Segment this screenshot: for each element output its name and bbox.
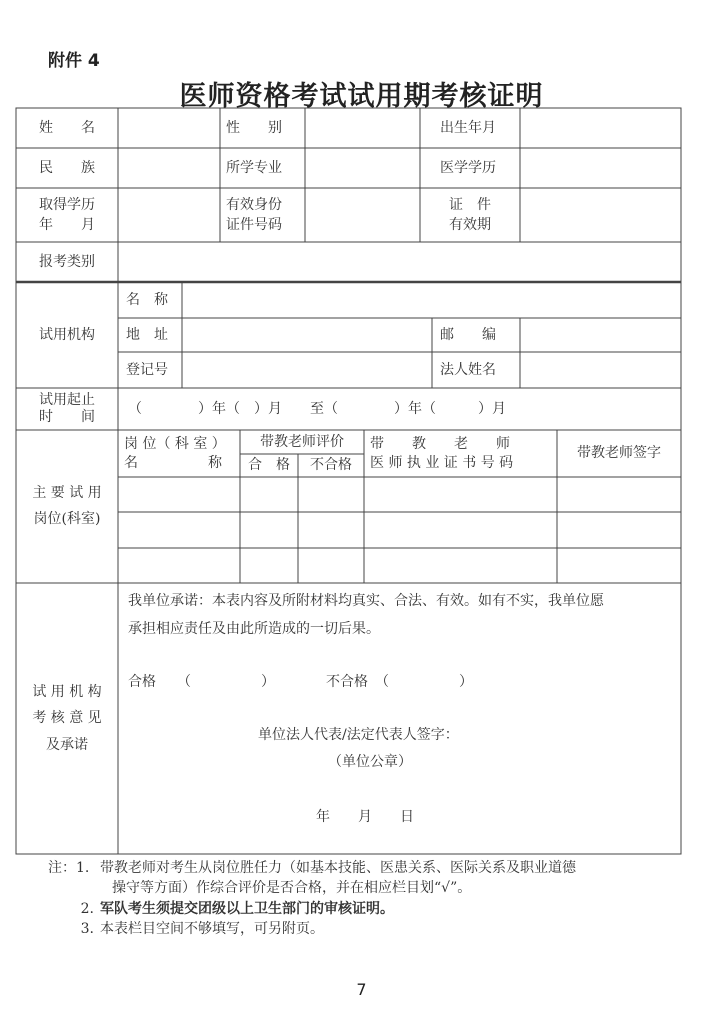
institution-address-label: 地 址 [126,326,168,343]
postcode-label: 邮 编 [440,326,496,343]
period-label-line1: 试用起止 [39,391,95,408]
commitment-line2: 承担相应责任及由此所造成的一切后果。 [128,620,380,637]
cert-header-line2: 医 师 执 业 证 书 号 码 [370,454,514,471]
note-2-text: 军队考生须提交团级以上卫生部门的审核证明。 [100,900,394,917]
id-field[interactable] [305,188,420,242]
gender-label: 性 别 [226,119,282,136]
exam-category-field[interactable] [118,242,681,282]
birth-label: 出生年月 [440,119,496,136]
major-label: 所学专业 [226,159,282,176]
post-header [124,430,240,477]
legal-person-field[interactable] [520,352,681,388]
note-3-num: 3. [80,920,94,937]
position-row-1[interactable] [118,477,681,512]
post-header-line1: 岗 位（ 科 室 ） [124,436,226,453]
id-valid-label-line1: 证 件 [449,196,491,213]
note-1-num: 注：1. [48,860,90,876]
note-1-cont [48,878,688,898]
note-2-num: 2. [80,900,94,917]
degree-field[interactable] [520,148,681,188]
id-label-line1: 有效身份 [226,196,282,213]
sign-header: 带教老师签字 [577,445,661,462]
pass-header: 合 格 [248,457,290,474]
period-label [16,388,118,430]
position-row-3[interactable] [118,548,681,583]
period-label-line2: 时 间 [39,409,95,425]
exam-category-label: 报考类别 [39,253,95,270]
opinion-section-label-line2: 考 核 意 见 [32,710,102,727]
eval-header: 带教老师评价 [260,433,344,450]
major-field[interactable] [305,148,420,188]
id-valid-label [420,188,520,242]
positions-section-label-line2: 岗位(科室) [33,510,101,527]
opinion-section-label [16,583,118,854]
reg-no-field[interactable] [182,352,432,388]
positions-section-label [16,430,118,583]
signature-label: 单位法人代表/法定代表人签字： [258,726,459,743]
post-header-line2: 名 称 [124,454,222,471]
institution-section-label: 试用机构 [39,326,95,343]
note-1-text-a: 带教老师对考生从岗位胜任力（如基本技能、医患关系、医际关系及职业道德 [100,860,576,876]
id-label [226,188,305,242]
note-1 [48,858,688,878]
positions-section-label-line1: 主 要 试 用 [32,485,102,502]
legal-person-label: 法人姓名 [440,361,496,378]
ethnicity-label: 民 族 [39,159,95,176]
ethnicity-field[interactable] [118,148,220,188]
page-number: 7 [356,980,367,999]
postcode-field[interactable] [520,318,681,352]
edu-date-field[interactable] [118,188,220,242]
note-3 [48,919,688,939]
date-field[interactable]: 年 月 日 [316,808,414,825]
position-row-2[interactable] [118,512,681,548]
name-label: 姓 名 [39,119,95,136]
institution-name-label: 名 称 [126,291,168,308]
edu-date-label-line1: 取得学历 [39,196,95,213]
birth-field[interactable] [520,108,681,148]
fail-header: 不合格 [310,457,352,474]
seal-label: （单位公章） [328,753,412,770]
opinion-section-label-line1: 试 用 机 构 [32,683,102,700]
edu-date-label [16,188,118,242]
opinion-pass-field[interactable]: 合格 （ ） [128,673,275,690]
commitment-line1: 我单位承诺：本表内容及所附材料均真实、合法、有效。如有不实，我单位愿 [128,592,604,609]
opinion-fail-field[interactable]: 不合格 （ ） [326,673,473,690]
name-field[interactable] [118,108,220,148]
period-field[interactable]: （ ）年（ ）月 至（ ）年（ ）月 [128,400,506,417]
institution-name-field[interactable] [182,282,681,318]
note-3-text: 本表栏目空间不够填写，可另附页。 [100,920,324,937]
id-valid-label-line2: 有效期 [449,217,491,233]
edu-date-label-line2: 年 月 [39,217,95,233]
reg-no-label: 登记号 [126,361,168,378]
id-label-line2: 证件号码 [226,217,282,233]
gender-field[interactable] [305,108,420,148]
note-2 [48,899,688,919]
cert-header-line1: 带 教 老 师 [370,436,510,453]
notes-section [48,858,688,939]
attachment-label: 附件 4 [48,51,100,71]
cert-header [370,430,557,477]
institution-address-field[interactable] [182,318,432,352]
note-1-text-b: 操守等方面）作综合评价是否合格，并在相应栏目划“√”。 [112,880,472,897]
opinion-section-label-line3: 及承诺 [46,736,88,753]
id-valid-field[interactable] [520,188,681,242]
degree-label: 医学学历 [440,159,496,176]
form-title: 医师资格考试试用期考核证明 [179,81,544,112]
